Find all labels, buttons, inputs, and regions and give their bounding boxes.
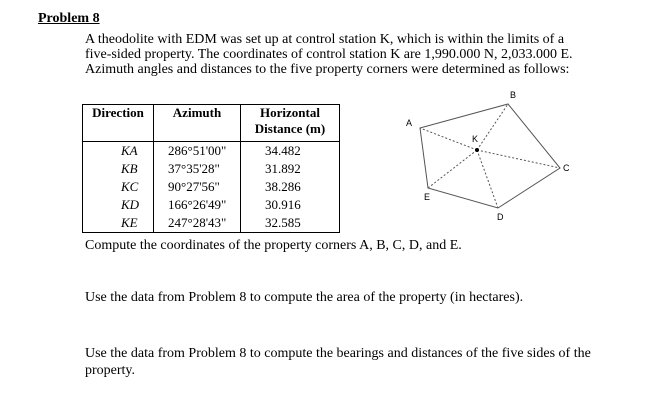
intro-line: A theodolite with EDM was set up at control station K, which is within the limits of a: [85, 32, 565, 47]
property-boundary: [420, 104, 560, 208]
question-bearings: Use the data from Problem 8 to compute the bearings and distances of the five sides of the property.: [85, 346, 591, 378]
station-k-point: [475, 148, 479, 152]
cell-direction: KA: [83, 142, 154, 161]
cell-direction: KE: [83, 214, 154, 233]
problem-intro: [85, 32, 605, 77]
cell-direction: KC: [83, 178, 154, 196]
header-azimuth: Azimuth: [154, 105, 241, 142]
table-header-row: [83, 105, 340, 142]
compute-instruction: Compute the coordinates of the property corners A, B, C, D, and E.: [85, 238, 462, 253]
table-row: [83, 214, 340, 233]
table-row: [83, 196, 340, 214]
cell-direction: KB: [83, 160, 154, 178]
label-b: B: [510, 90, 517, 100]
cell-azimuth: 286°51'00": [154, 142, 241, 161]
question-area: Use the data from Problem 8 to compute the area of the property (in hectares).: [85, 290, 524, 305]
label-d: D: [497, 212, 504, 222]
cell-direction: KD: [83, 196, 154, 214]
cell-distance: 30.916: [241, 196, 340, 214]
table-row: [83, 142, 340, 161]
label-k: K: [472, 134, 479, 144]
header-distance: Horizontal Distance (m): [241, 105, 340, 142]
line-kd: [477, 150, 498, 208]
label-e: E: [424, 192, 431, 202]
intro-line: five-sided property. The coordinates of control station K are 1,990.000 N, 2,033.000 E.: [85, 47, 573, 62]
cell-distance: 32.585: [241, 214, 340, 233]
line-ke: [428, 150, 477, 188]
cell-azimuth: 166°26'49": [154, 196, 241, 214]
problem-title: Problem 8: [38, 11, 100, 26]
cell-distance: 34.482: [241, 142, 340, 161]
cell-azimuth: 90°27'56": [154, 178, 241, 196]
property-diagram: [400, 88, 570, 228]
line-ka: [420, 128, 477, 150]
cell-distance: 31.892: [241, 160, 340, 178]
survey-data-table: [82, 104, 340, 233]
table-row: [83, 160, 340, 178]
cell-azimuth: 37°35'28": [154, 160, 241, 178]
label-c: C: [563, 163, 570, 173]
header-direction: Direction: [83, 105, 154, 142]
intro-line: Azimuth angles and distances to the five property corners were determined as follows:: [85, 62, 570, 77]
label-a: A: [406, 118, 413, 128]
cell-azimuth: 247°28'43": [154, 214, 241, 233]
cell-distance: 38.286: [241, 178, 340, 196]
table-row: [83, 178, 340, 196]
